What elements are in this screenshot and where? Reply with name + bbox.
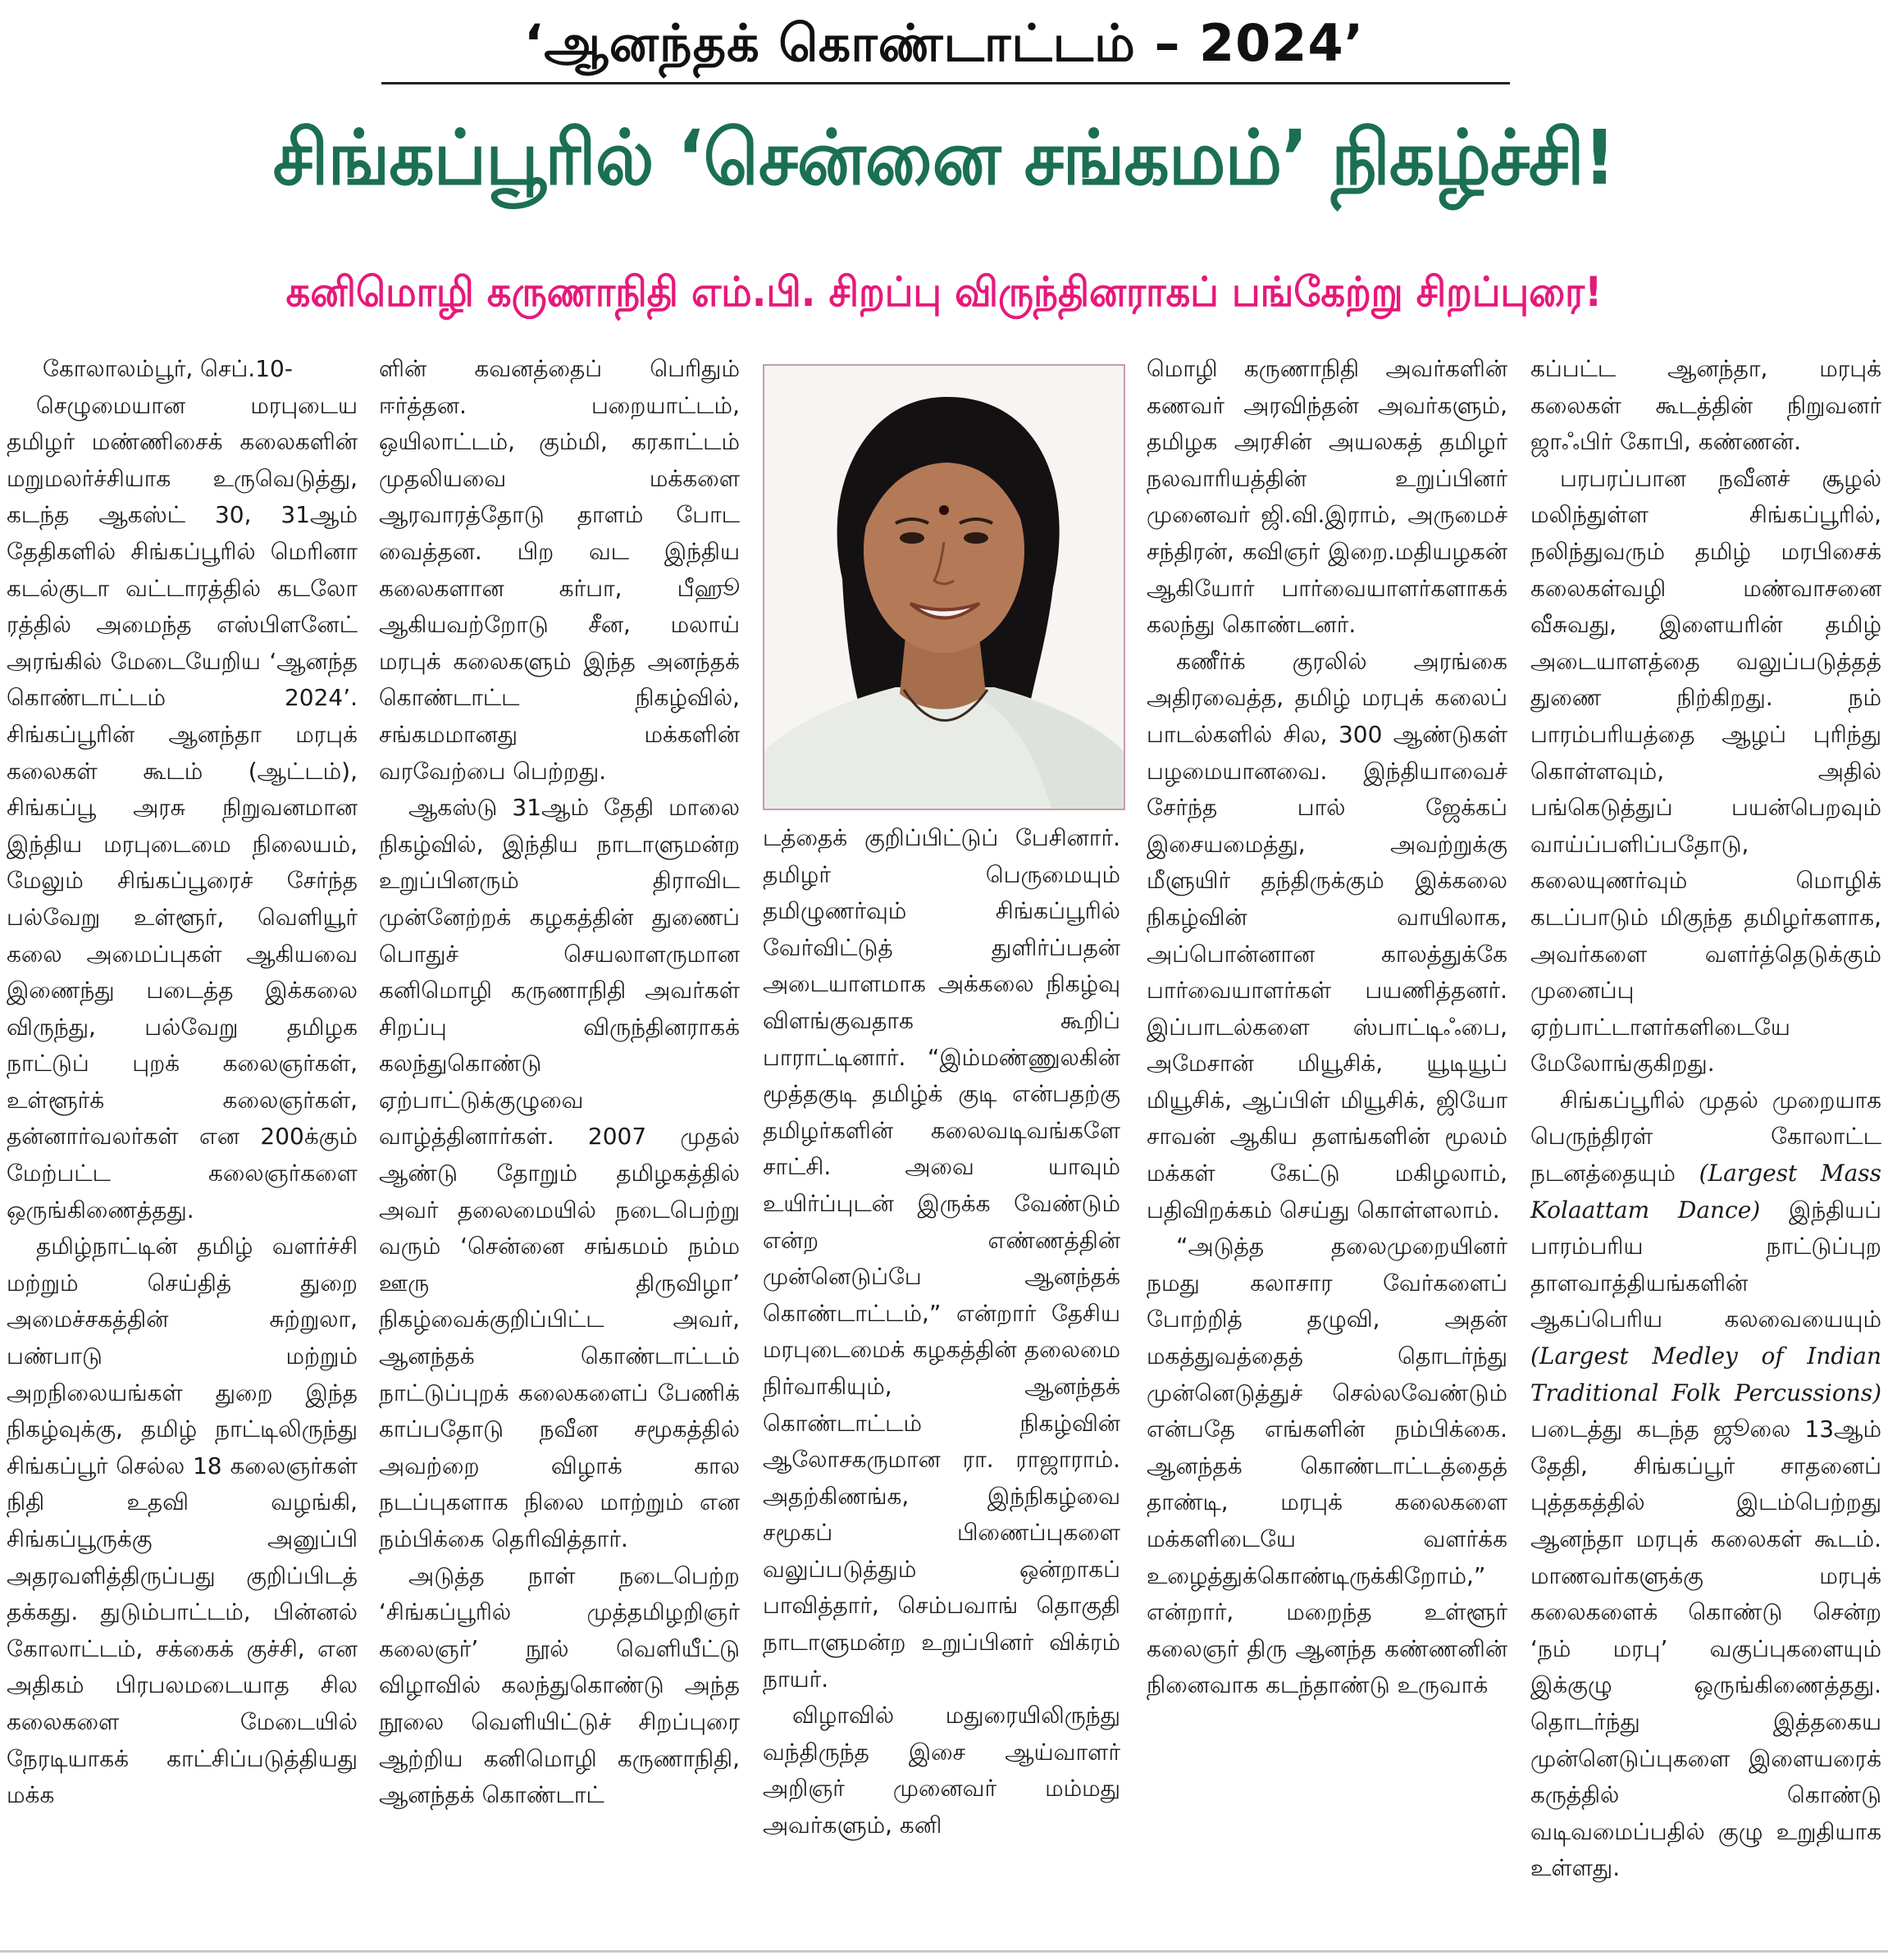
portrait-photo-icon [764,366,1124,809]
column-1-paragraph-1: செழுமையான மரபுடைய தமிழர் மண்ணிசைக் கலைகளின் மறுமலர்ச்சியாக உருவெடுத்து, கடந்த ஆகஸ்ட் 30, 31ஆம் தேதிகளில் சிங்கப்பூரில் மெரினா கடல்குடா வட்டாரத்தில் கடலோ ரத்தில் அமைந்த எஸ்பிளனேட் அரங்கில் மேடையேறிய ‘ஆனந்த கொண்டாட்டம் 2024’. சிங்கப்பூரின் ஆனந்தா மரபுக் கலைகள் கூடம் (ஆட்டம்), சிங்கப்பூ அரசு நிறுவனமான இந்திய மரபுடைமை நிலையம், மேலும் சிங்கப்பூரைச் சேர்ந்த பல்வேறு உள்ளூர், வெளியூர் கலை அமைப்புகள் ஆகியவை இணைந்து படைத்த இக்கலை விருந்து, பல்வேறு தமிழக நாட்டுப் புறக் கலைஞர்கள், உள்ளூர்க் கலைஞர்கள், தன்னார்வலர்கள் என 200க்கும் மேற்பட்ட கலைஞர்களை ஒருங்கிணைத்தது. [7,391,358,1224]
record-title-english-2: (Largest Medley of Indian Traditional Folk Percussions) [1530,1342,1881,1406]
column-5-paragraph-3 [1530,1083,1881,1887]
subheadline: கனிமொழி கருணாநிதி எம்.பி. சிறப்பு விருந்தினராகப் பங்கேற்று சிறப்புரை! [285,268,1603,316]
column-5-paragraph-2: பரபரப்பான நவீனச் சூழல் மலிந்துள்ள சிங்கப்பூரில், நலிந்துவரும் தமிழ் மரபிசைக் கலைகள்வழி மண்வாசனை வீசுவது, இளையரின் தமிழ் அடையாளத்தை வலுப்படுத்தத் துணை நிற்கிறது. நம் பாரம்பரியத்தை ஆழப் புரிந்து கொள்ளவும், அதில் பங்கெடுத்துப் பயன்பெறவும் வாய்ப்பளிப்பதோடு, கலையுணர்வும் மொழிக் கடப்பாடும் மிகுந்த தமிழர்களாக, அவர்களை வளர்த்தெடுக்கும் முனைப்பு ஏற்பாட்டாளர்களிடையே மேலோங்குகிறது. [1530,464,1881,1078]
column-4-paragraph-2: கணீர்க் குரலில் அரங்கை அதிரவைத்த, தமிழ் மரபுக் கலைப் பாடல்களில் சில, 300 ஆண்டுகள் பழமையானவை. இந்தியாவைச் சேர்ந்த பால் ஜேக்கப் இசையமைத்து, அவற்றுக்கு மீளுயிர் தந்திருக்கும் இக்கலை நிகழ்வின் வாயிலாக, அப்பொன்னான காலத்துக்கே பார்வையாளர்கள் பயணித்தனர். இப்பாடல்களை ஸ்பாட்டிஃபை, அமேசான் மியூசிக், யூடியூப் மியூசிக், ஆப்பிள் மியூசிக், ஜியோ சாவன் ஆகிய தளங்களின் மூலம் மக்கள் கேட்டு மகிழலாம், பதிவிறக்கம் செய்து கொள்ளலாம். [1147,647,1507,1224]
column-2-paragraph-2: ஆகஸ்டு 31ஆம் தேதி மாலை நிகழ்வில், இந்திய நாடாளுமன்ற உறுப்பினரும் திராவிட முன்னேற்றக் கழகத்தின் துணைப் பொதுச் செயலாளருமான கனிமொழி கருணாநிதி அவர்கள் சிறப்பு விருந்தினராகக் கலந்துகொண்டு ஏற்பாட்டுக்குழுவை வாழ்த்தினார்கள். 2007 முதல் ஆண்டு தோறும் தமிழகத்தில் அவர் தலைமையில் நடைபெற்று வரும் ‘சென்னை சங்கமம் நம்ம ஊரு திருவிழா’ நிகழ்வைக்குறிப்பிட்ட அவர், ஆனந்தக் கொண்டாட்டம் நாட்டுப்புறக் கலைகளைப் பேணிக் காப்பதோடு நவீன சமூகத்தில் அவற்றை விழாக் கால நடப்புகளாக நிலை மாற்றும் என நம்பிக்கை தெரிவித்தார். [379,794,740,1552]
article-column-4 [1147,351,1507,1704]
column-4-paragraph-1: மொழி கருணாநிதி அவர்களின் கணவர் அரவிந்தன் அவர்களும், தமிழக அரசின் அயலகத் தமிழர் நலவாரியத்தின் உறுப்பினர் முனைவர் ஜி.வி.இராம், அருமைச் சந்திரன், கவிஞர் இறை.மதியழகன் ஆகியோர் பார்வையாளர்களாகக் கலந்து கொண்டனர். [1147,355,1507,639]
column-3-paragraph-1: டத்தைக் குறிப்பிட்டுப் பேசினார். தமிழர் பெருமையும் தமிழுணர்வும் சிங்கப்பூரில் வேர்விட்டுத் துளிர்ப்பதன் அடையாளமாக அக்கலை நிகழ்வு விளங்குவதாக கூறிப் பாராட்டினார். “இம்மண்ணுலகின் மூத்தகுடி தமிழ்க் குடி என்பதற்கு தமிழர்களின் கலைவடிவங்களே சாட்சி. அவை யாவும் உயிர்ப்புடன் இருக்க வேண்டும் என்ற எண்ணத்தின் முன்னெடுப்பே ஆனந்தக் கொண்டாட்டம்,” என்றார் தேசிய மரபுடைமைக் கழகத்தின் தலைமை நிர்வாகியும், ஆனந்தக் கொண்டாட்டம் நிகழ்வின் ஆலோசகருமான ரா. ராஜாராம். அதற்கிணங்க, இந்நிகழ்வை சமூகப் பிணைப்புகளை வலுப்படுத்தும் ஒன்றாகப் பாவித்தார், செம்பவாங் தொகுதி நாடாளுமன்ற உறுப்பினர் விக்ரம் நாயர். [763,824,1120,1693]
record-text-3: படைத்து கடந்த ஜூலை 13ஆம் தேதி, சிங்கப்பூர் சாதனைப் புத்தகத்தில் இடம்பெற்றது ஆனந்தா மரபுக் கலைகள் கூடம். மாணவர்களுக்கு மரபுக் கலைகளைக் கொண்டு சென்ற ‘நம் மரபு’ வகுப்புகளையும் இக்குழு ஒருங்கிணைத்தது. தொடர்ந்து இத்தகைய முன்னெடுப்புகளை இளையரைக் கருத்தில் கொண்டு வடிவமைப்பதில் குழு உறுதியாக உள்ளது. [1530,1415,1881,1882]
article-column-2 [379,351,740,1814]
kicker-underline [381,82,1510,84]
record-text-2: இந்தியப் பாரம்பரிய நாட்டுப்புற தாளவாத்தியங்களின் ஆகப்பெரிய கலவையையும் [1530,1196,1881,1333]
headline: சிங்கப்பூரில் ‘சென்னை சங்கமம்’ நிகழ்ச்சி! [272,114,1616,202]
article-column-3 [763,820,1120,1844]
article-column-1 [7,351,358,1814]
column-4-paragraph-3: “அடுத்த தலைமுறையினர் நமது கலாசார வேர்களைப் போற்றித் தழுவி, அதன் மகத்துவத்தைத் தொடர்ந்து முன்னெடுத்துச் செல்லவேண்டும் என்பதே எங்களின் நம்பிக்கை. ஆனந்தக் கொண்டாட்டத்தைத் தாண்டி, மரபுக் கலைகளை மக்களிடையே வளர்க்க உழைத்துக்கொண்டிருக்கிறோம்,” என்றார், மறைந்த உள்ளூர் கலைஞர் திரு ஆனந்த கண்ணனின் நினைவாக கடந்தாண்டு உருவாக் [1147,1233,1507,1699]
record-title-english-1: (Largest Mass Kolaattam Dance) [1530,1160,1882,1224]
record-text-1: சிங்கப்பூரில் முதல் முறையாக பெருந்திரள் கோலாட்ட நடனத்தையும் [1530,1086,1881,1187]
column-5-paragraph-1: கப்பட்ட ஆனந்தா, மரபுக் கலைகள் கூடத்தின் நிறுவனர் ஜாஃபிர் கோபி, கண்ணன். [1530,355,1881,456]
column-2-paragraph-1: ளின் கவனத்தைப் பெரிதும் ஈர்த்தன. பறையாட்டம், ஒயிலாட்டம், கும்மி, கரகாட்டம் முதலியவை மக்களை ஆரவாரத்தோடு தாளம் போட வைத்தன. பிற வட இந்திய கலைகளான கர்பா, பீஹூ ஆகியவற்றோடு சீன, மலாய் மரபுக் கலைகளும் இந்த அனந்தக் கொண்டாட்ட நிகழ்வில், சங்கமமானது மக்களின் வரவேற்பை பெற்றது. [379,355,740,785]
portrait-photo [763,364,1125,810]
kicker: ‘ஆனந்தக் கொண்டாட்டம் – 2024’ [523,13,1365,73]
column-2-paragraph-3: அடுத்த நாள் நடைபெற்ற ‘சிங்கப்பூரில் முத்தமிழறிஞர் கலைஞர்’ நூல் வெளியீட்டு விழாவில் கலந்துகொண்டு அந்த நூலை வெளியிட்டுச் சிறப்புரை ஆற்றிய கனிமொழி கருணாநிதி, ஆனந்தக் கொண்டாட் [379,1561,740,1809]
bottom-divider [0,1950,1888,1953]
column-3-paragraph-2: விழாவில் மதுரையிலிருந்து வந்திருந்த இசை ஆய்வாளர் அறிஞர் முனைவர் மம்மது அவர்களும், கனி [763,1702,1120,1839]
dateline: கோலாலம்பூர், செப்.10- [43,355,293,382]
article-column-5 [1530,351,1881,1887]
column-1-paragraph-2: தமிழ்நாட்டின் தமிழ் வளர்ச்சி மற்றும் செய்தித் துறை அமைச்சகத்தின் சுற்றுலா, பண்பாடு மற்றும் அறநிலையங்கள் துறை இந்த நிகழ்வுக்கு, தமிழ் நாட்டிலிருந்து சிங்கப்பூர் செல்ல 18 கலைஞர்கள் நிதி உதவி வழங்கி, சிங்கப்பூருக்கு அனுப்பி அதரவளித்திருப்பது குறிப்பிடத் தக்கது. துடும்பாட்டம், பின்னல் கோலாட்டம், சக்கைக் குச்சி, என அதிகம் பிரபலமடையாத சில கலைகளை மேடையில் நேரடியாகக் காட்சிப்படுத்தியது மக்க [7,1233,358,1809]
